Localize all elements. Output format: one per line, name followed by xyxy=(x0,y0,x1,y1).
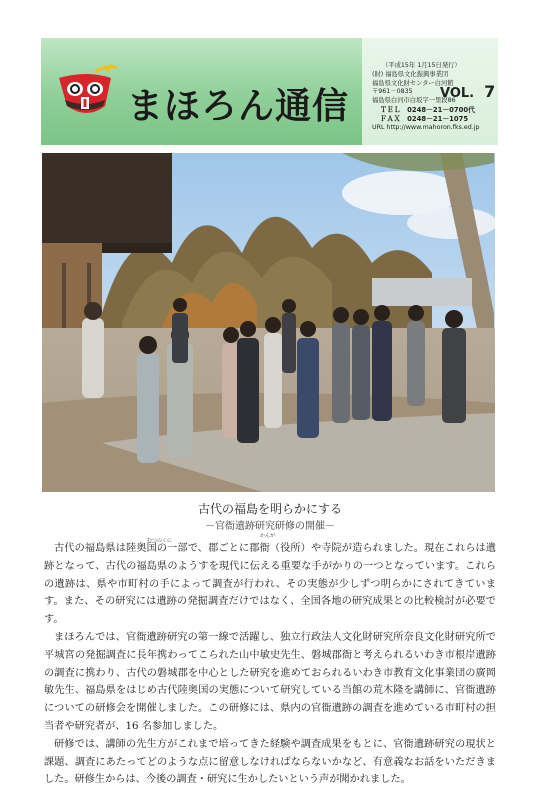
article-body xyxy=(44,540,496,789)
article-paragraph-2: まほろんでは、官衙遺跡研究の第一線で活躍し、独立行政法人文化財研究所奈良文化財研究所で平城宮の発掘調査に長年携わってこられた山中敏史先生、磐城郡衙と考えられるいわき市根岸遺跡の調査に携わり、古代の磐城郡を中心とした研究を進めておられるいわき市教育文化事業団の廣岡敏先生、福島県をはじめ古代陸奥国の実態について研究している当館の荒木隆を講師に、官衙遺跡についての研修会を開催しました。この研修には、県内の官衙遺跡の調査を進めている市町村の担当者や研究者が、16 名参加しました。 xyxy=(44,631,496,732)
publisher-name: (財) 福島県文化振興事業団 xyxy=(372,70,449,78)
center-name: 福島県文化財センター白河館 xyxy=(372,79,454,87)
volume-prefix: VOL. xyxy=(440,86,475,101)
telephone: ＴＥＬ 0248－21－0700代 xyxy=(380,105,475,114)
group-photo xyxy=(42,153,495,492)
article-paragraph-1: 古代の福島県は陸奥国の一部で、郡ごとに郡衙（役所）や寺院が造られました。現在これらは遺跡となって、古代の福島県のようすを現代に伝える重要な手がかりの一つとなっています。これらの遺跡は、県や市町村の手によって調査が行われ、その実態が少しずつ明らかにされてきています。また、その研究には遺跡の発掘調査だけではなく、全国各地の研究成果との比較検討が必要です。 xyxy=(44,543,496,626)
address: 福島県白河市白坂字一里段86 xyxy=(372,97,456,105)
fax: ＦＡＸ 0248－21－1075 xyxy=(380,114,469,123)
volume-number: 7 xyxy=(484,82,496,101)
publisher-info xyxy=(372,62,498,132)
ruby-mutsunokuni: むつのくに xyxy=(147,538,173,544)
website-url: URL http://www.mahoron.fks.ed.jp xyxy=(372,123,480,131)
article-subheadline: －官衙遺跡研究研修の開催－ xyxy=(205,521,335,532)
postal-code: 〒961－0835 xyxy=(372,88,413,96)
article-headline: 古代の福島を明らかにする xyxy=(197,502,342,516)
article-paragraph-3: 研修では、講師の先生方がこれまで培ってきた経験や調査成果をもとに、官衙遺跡研究の現状と課題、調査にあたってどのような点に留意しなければならないかなど、有意義なお話をいただきました。研修生からは、今後の調査・研究に生かしたいという声が聞かれました。 xyxy=(44,738,496,786)
ruby-kanga: かんが xyxy=(260,533,276,539)
group-photo-icon xyxy=(42,153,495,492)
mahoron-logo-icon xyxy=(55,62,119,122)
newsletter-title: まほろん通信 xyxy=(127,86,350,127)
issue-date: （平成15年 1月15日発行） xyxy=(382,62,461,69)
